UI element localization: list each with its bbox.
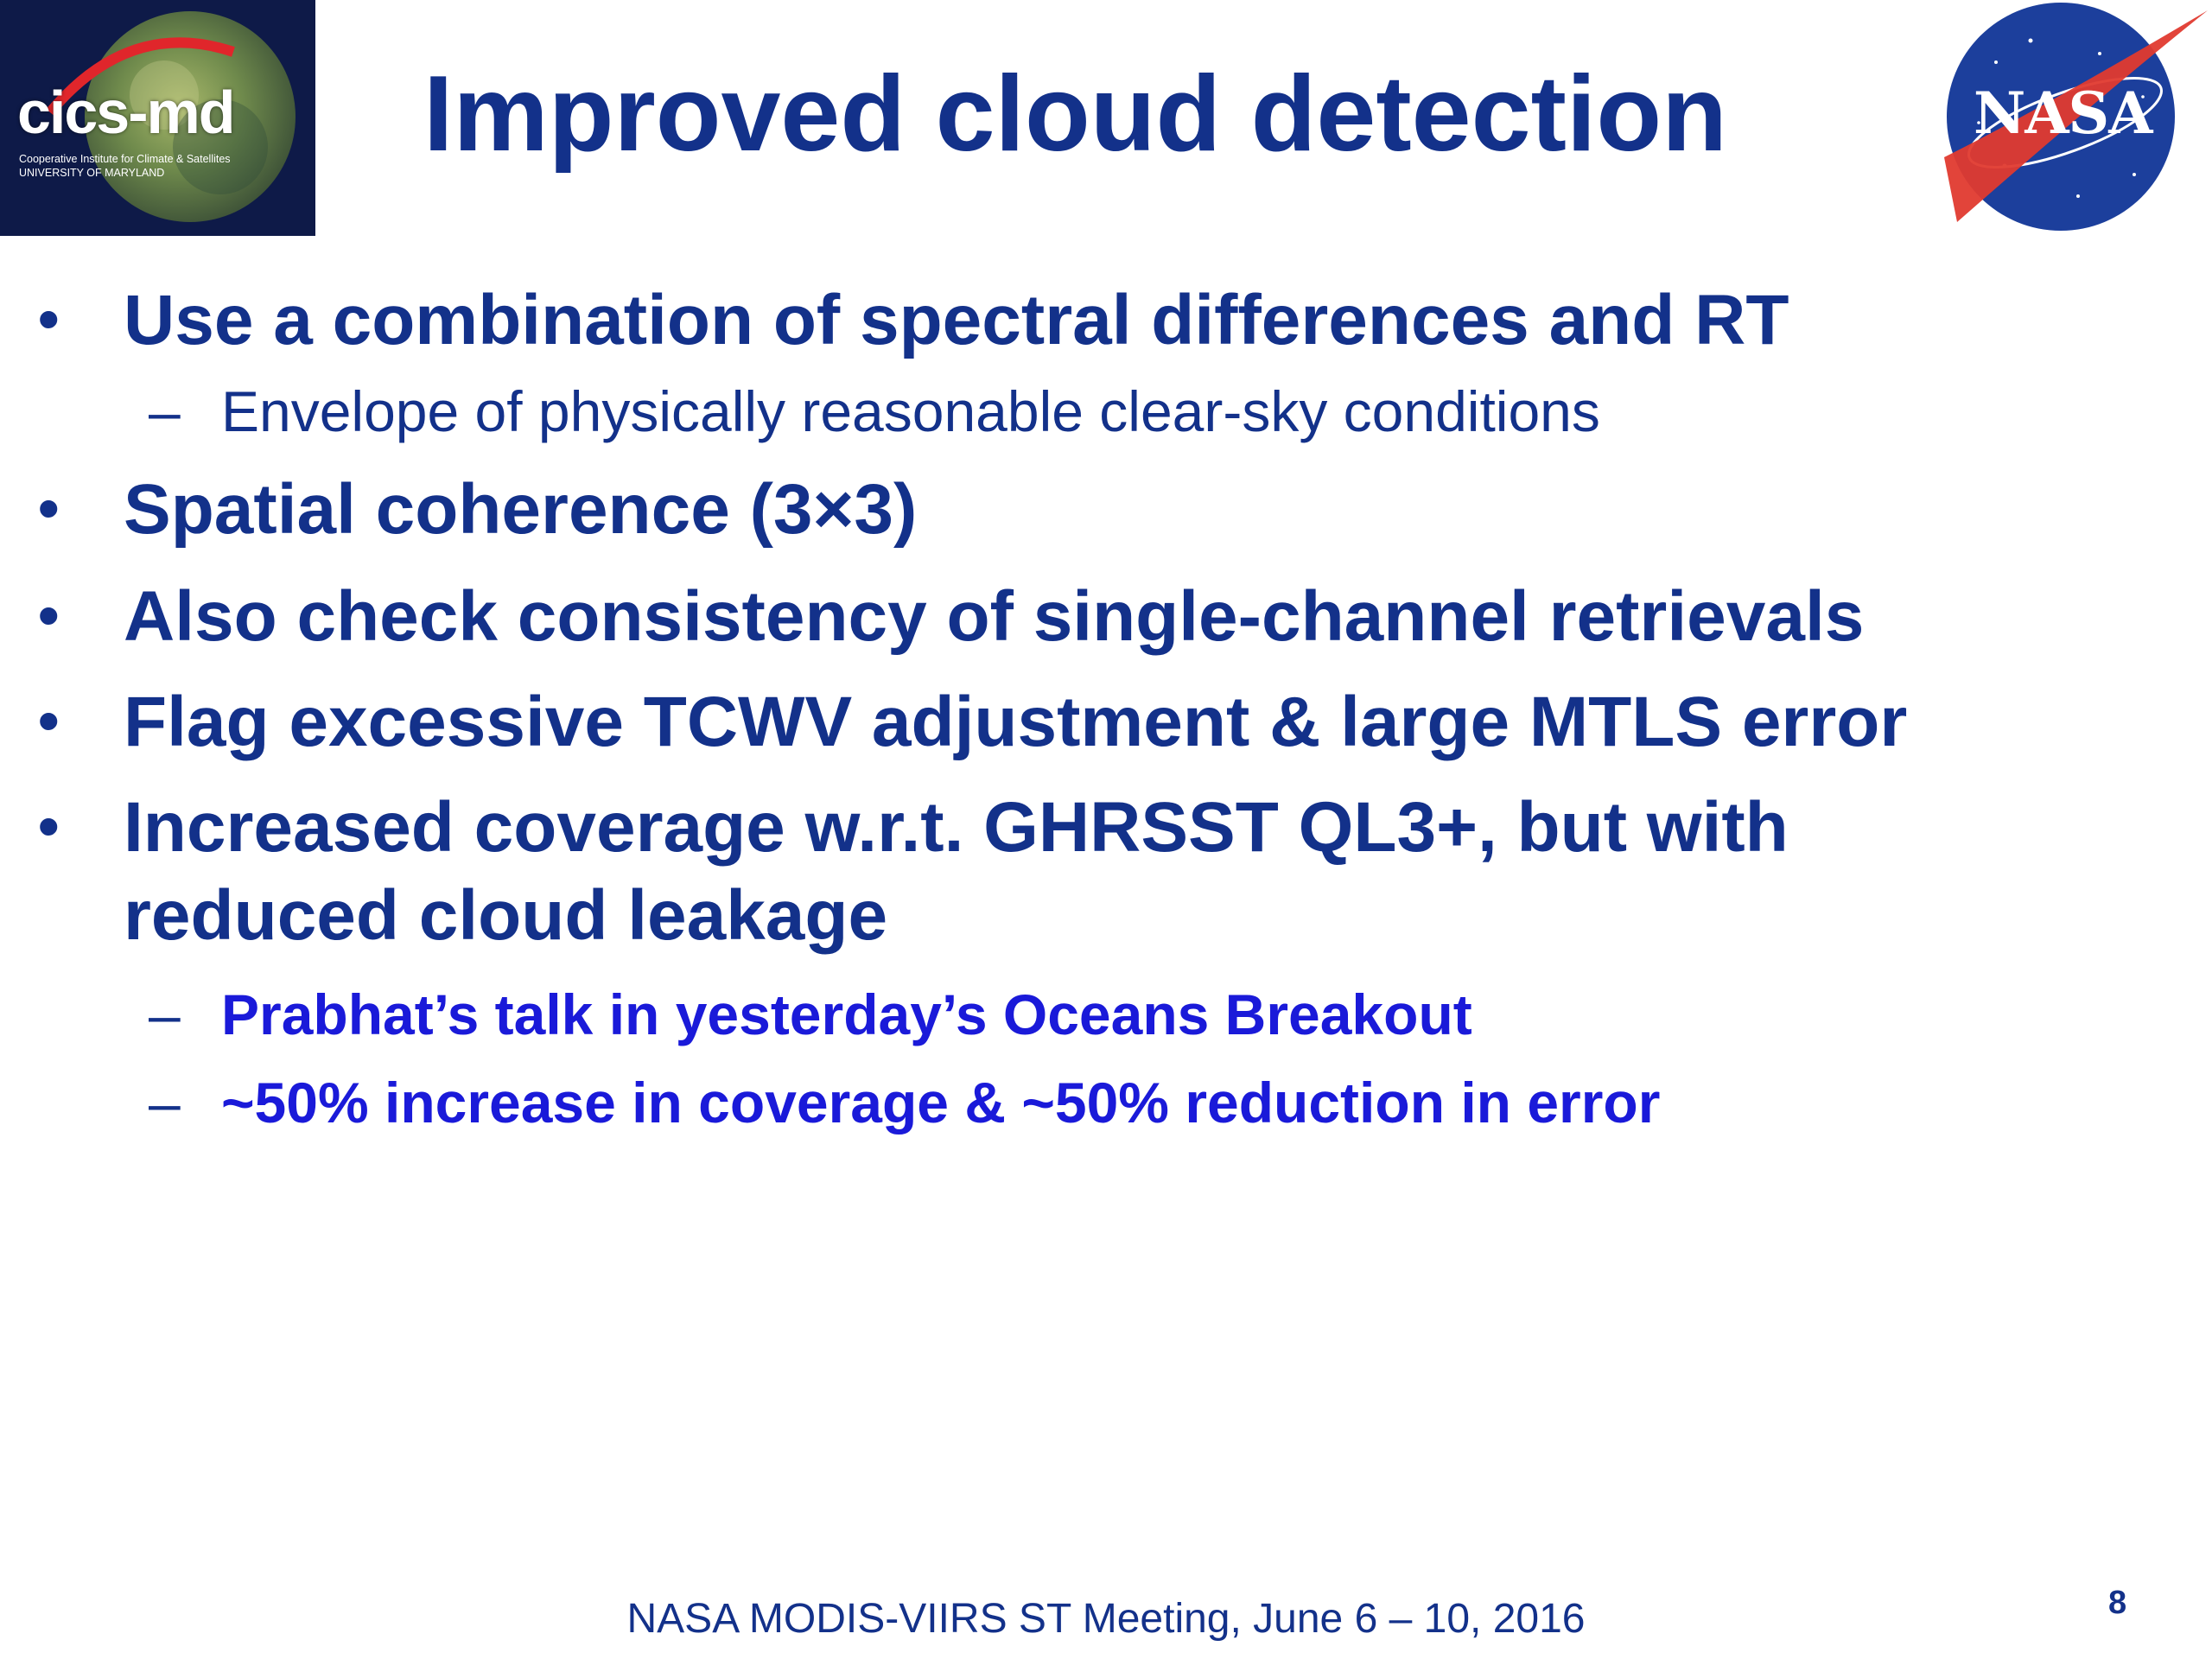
sub-bullet-dash-icon: – [149, 379, 181, 443]
footer-meeting-text: NASA MODIS-VIIRS ST Meeting, June 6 – 10, 2016 [626, 1596, 1586, 1642]
bullet-text: Flag excessive TCWV adjustment & large MTLS error [124, 683, 1908, 761]
cics-logo-subtitle: Cooperative Institute for Climate & Satellites [19, 153, 231, 165]
nasa-logo-wordmark: NASA [1974, 79, 2152, 147]
slide-title: Improved cloud detection [423, 54, 1727, 174]
cics-logo-wordmark: cics-md [17, 79, 234, 146]
bullet-dot-icon: • [38, 582, 60, 649]
page-number: 8 [2108, 1585, 2127, 1621]
slide-footer [0, 1596, 2212, 1642]
bullet-text-line-2: reduced cloud leakage [124, 876, 888, 955]
bullet-dot-icon: • [38, 792, 60, 860]
sub-bullet-text: ~50% increase in coverage & ~50% reduction in error [221, 1071, 1661, 1135]
bullet-dot-icon: • [38, 687, 60, 754]
sub-bullet-text: Prabhat’s talk in yesterday’s Oceans Breakout [221, 982, 1472, 1046]
sub-bullet-text: Envelope of physically reasonable clear-sky conditions [221, 379, 1600, 443]
bullet-dot-icon: • [38, 285, 60, 353]
bullet-text: Use a combination of spectral differences and RT [124, 281, 1789, 359]
cics-md-logo [0, 0, 315, 236]
sub-bullet-dash-icon: – [149, 982, 181, 1046]
bullet-text-line-1: Increased coverage w.r.t. GHRSST QL3+, but with [124, 788, 1789, 867]
sub-bullet-dash-icon: – [149, 1071, 181, 1135]
bullet-dot-icon: • [38, 474, 60, 542]
cics-logo-university: UNIVERSITY OF MARYLAND [19, 167, 165, 179]
bullet-text: Also check consistency of single-channel retrievals [124, 577, 1865, 656]
nasa-meatball-logo [1927, 2, 2212, 231]
bullet-text: Spatial coherence (3×3) [124, 470, 918, 549]
